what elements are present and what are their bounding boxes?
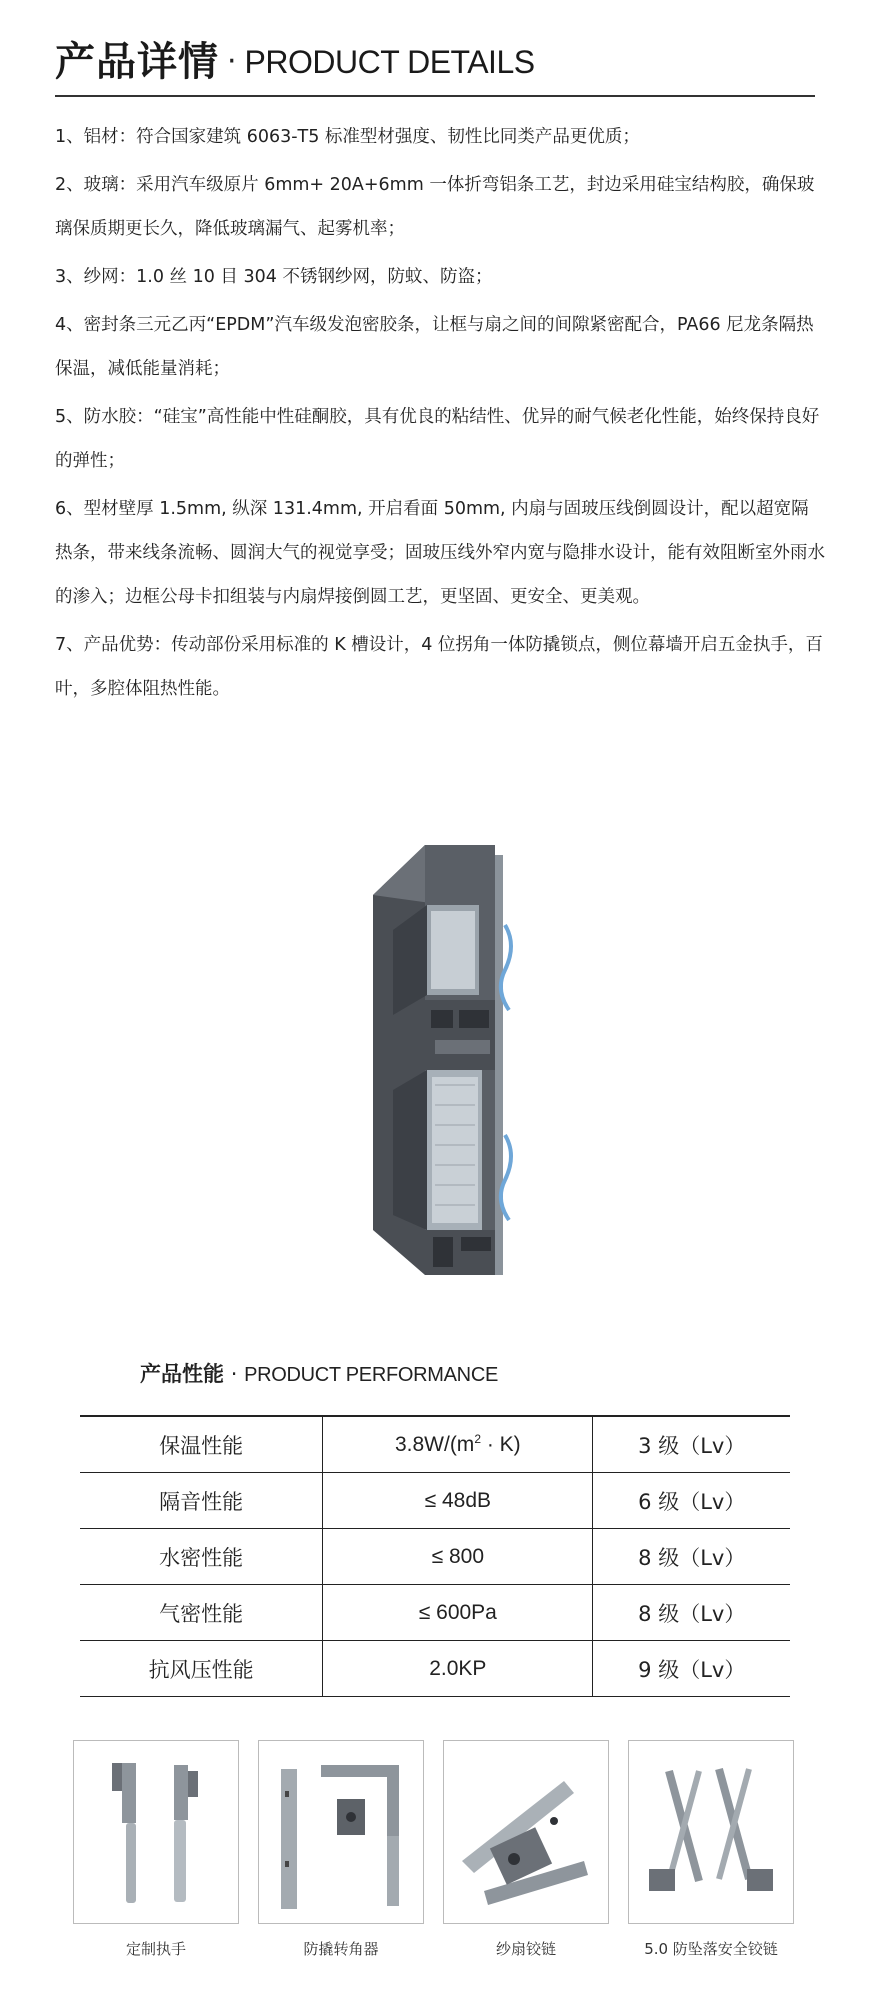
performance-name: 保温性能 [80, 1416, 323, 1473]
corner-lock-icon [259, 1741, 423, 1923]
window-profile-image [365, 835, 535, 1285]
performance-title-separator: · [230, 1362, 238, 1386]
accessory-image-box [258, 1740, 424, 1924]
page-header [55, 30, 815, 87]
accessory-card-corner-lock [258, 1740, 424, 1959]
page-title-cn: 产品详情 [55, 39, 219, 85]
detail-item-6: 6、型材壁厚 1.5mm, 纵深 131.4mm, 开启看面 50mm, 内扇与固玻压线倒圆设计，配以超宽隔热条，带来线条流畅、圆润大气的视觉享受；固玻压线外窄内宽与隐排水设计，能有效阻断室外雨水的渗入；边框公母卡扣组装与内扇焊接倒圆工艺，更坚固、更安全、更美观。 [55, 499, 825, 607]
table-row [80, 1416, 790, 1473]
title-separator: · [227, 44, 237, 79]
performance-title-cn: 产品性能 [140, 1362, 224, 1386]
performance-name: 气密性能 [80, 1585, 323, 1641]
detail-item-5: 5、防水胶：“硅宝”高性能中性硅酮胶，具有优良的粘结性、优异的耐气候老化性能，始终保持良好的弹性； [55, 407, 820, 471]
table-row [80, 1473, 790, 1529]
performance-title [140, 1358, 498, 1388]
accessory-caption: 定制执手 [125, 1940, 186, 1958]
accessory-image-box [443, 1740, 609, 1924]
performance-grade: 6 级（Lv） [593, 1473, 790, 1529]
screen-hinge-icon [444, 1741, 608, 1923]
detail-item-2: 2、玻璃：采用汽车级原片 6mm+ 20A+6mm 一体折弯铝条工艺，封边采用硅宝结构胶，确保玻璃保质期更长久，降低玻璃漏气、起雾机率； [55, 175, 815, 239]
detail-item-1: 1、铝材：符合国家建筑 6063-T5 标准型材强度、韧性比同类产品更优质； [55, 127, 640, 147]
performance-name: 水密性能 [80, 1529, 323, 1585]
detail-item-4: 4、密封条三元乙丙“EPDM”汽车级发泡密胶条，让框与扇之间的间隙紧密配合，PA66 尼龙条隔热保温，减低能量消耗； [55, 315, 814, 379]
performance-grade: 8 级（Lv） [593, 1585, 790, 1641]
header-divider [55, 95, 815, 97]
performance-value: ≤ 600Pa [323, 1585, 593, 1641]
performance-value: 2.0KP [323, 1641, 593, 1697]
accessory-card-safety-hinge [628, 1740, 794, 1959]
accessory-caption: 纱扇铰链 [495, 1940, 556, 1958]
table-row [80, 1529, 790, 1585]
performance-title-en: PRODUCT PERFORMANCE [244, 1364, 499, 1386]
table-row [80, 1585, 790, 1641]
handle-icon [74, 1741, 238, 1923]
accessory-image-box [73, 1740, 239, 1924]
accessory-card-handle [73, 1740, 239, 1959]
performance-grade: 9 级（Lv） [593, 1641, 790, 1697]
performance-grade: 8 级（Lv） [593, 1529, 790, 1585]
page-title-en: PRODUCT DETAILS [244, 44, 535, 80]
performance-grade: 3 级（Lv） [593, 1416, 790, 1473]
performance-value: $3.8W/(m^2 \cdot K)$ [323, 1416, 593, 1473]
accessory-caption: 防撬转角器 [303, 1940, 379, 1958]
performance-value: ≤ 48dB [323, 1473, 593, 1529]
accessory-card-screen-hinge [443, 1740, 609, 1959]
accessory-caption: 5.0 防坠落安全铰链 [644, 1940, 778, 1958]
accessory-image-box [628, 1740, 794, 1924]
safety-hinge-icon [629, 1741, 793, 1923]
performance-value: ≤ 800 [323, 1529, 593, 1585]
product-details-list [55, 115, 825, 715]
table-row [80, 1641, 790, 1697]
performance-name: 抗风压性能 [80, 1641, 323, 1697]
performance-name: 隔音性能 [80, 1473, 323, 1529]
detail-item-3: 3、纱网：1.0 丝 10 目 304 不锈钢纱网，防蚊、防盗； [55, 267, 493, 287]
detail-item-7: 7、产品优势：传动部份采用标准的 K 槽设计，4 位拐角一体防撬锁点，侧位幕墙开启五金执手，百叶，多腔体阻热性能。 [55, 635, 823, 699]
performance-table [80, 1415, 790, 1697]
